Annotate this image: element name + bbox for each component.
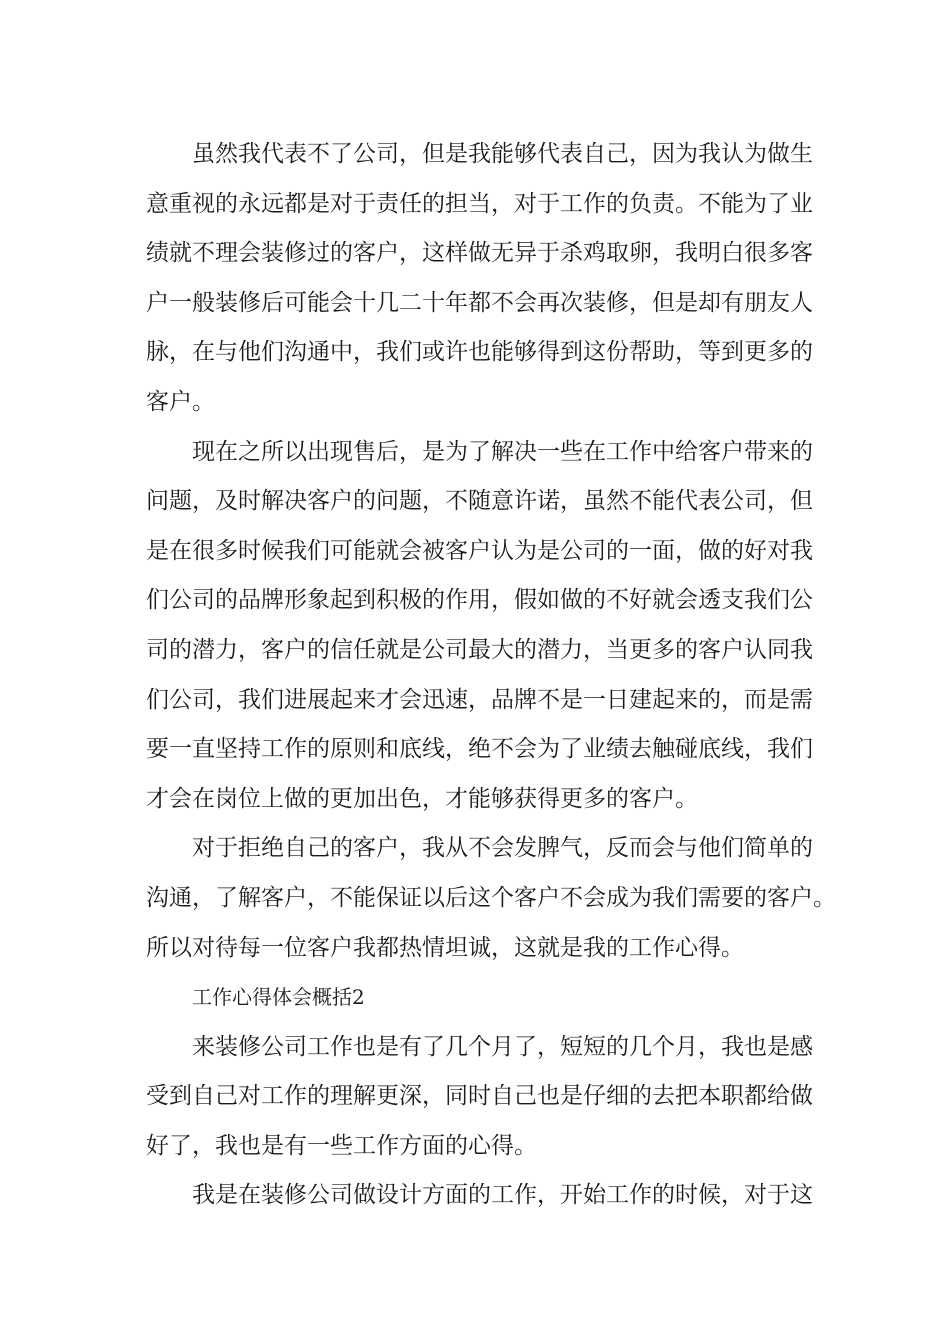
- paragraph-line: 要一直坚持工作的原则和底线，绝不会为了业绩去触碰底线，我们: [146, 736, 813, 763]
- paragraph-line: 绩就不理会装修过的客户，这样做无异于杀鸡取卵，我明白很多客: [146, 240, 813, 267]
- paragraph-line: 才会在岗位上做的更加出色，才能够获得更多的客户。: [146, 785, 698, 812]
- paragraph-line: 现在之所以出现售后，是为了解决一些在工作中给客户带来的: [192, 438, 813, 465]
- paragraph-line: 户一般装修后可能会十几二十年都不会再次装修，但是却有朋友人: [146, 289, 813, 316]
- paragraph-line: 好了，我也是有一些工作方面的心得。: [146, 1132, 537, 1159]
- document-body: [146, 130, 836, 1221]
- paragraph-line: 意重视的永远都是对于责任的担当，对于工作的负责。不能为了业: [146, 190, 813, 217]
- section-heading: 工作心得体会概括2: [192, 985, 365, 1010]
- paragraph-line: 司的潜力，客户的信任就是公司最大的潜力，当更多的客户认同我: [146, 636, 813, 663]
- paragraph-line: 受到自己对工作的理解更深，同时自己也是仔细的去把本职都给做: [146, 1083, 813, 1110]
- paragraph-line: 脉，在与他们沟通中，我们或许也能够得到这份帮助，等到更多的: [146, 339, 813, 366]
- paragraph-line: 们公司的品牌形象起到积极的作用，假如做的不好就会透支我们公: [146, 587, 813, 614]
- paragraph-line: 来装修公司工作也是有了几个月了，短短的几个月，我也是感: [192, 1033, 813, 1060]
- paragraph-line: 客户。: [146, 388, 215, 415]
- paragraph-line: 是在很多时候我们可能就会被客户认为是公司的一面，做的好对我: [146, 537, 813, 564]
- paragraph-line: 所以对待每一位客户我都热情坦诚，这就是我的工作心得。: [146, 934, 744, 961]
- paragraph-line: 问题，及时解决客户的问题，不随意许诺，虽然不能代表公司，但: [146, 488, 813, 515]
- paragraph-line: 们公司，我们进展起来才会迅速，品牌不是一日建起来的，而是需: [146, 686, 813, 713]
- paragraph-line: 对于拒绝自己的客户，我从不会发脾气，反而会与他们简单的: [192, 835, 813, 862]
- paragraph-line: 沟通，了解客户，不能保证以后这个客户不会成为我们需要的客户。: [146, 884, 836, 911]
- paragraph-line: 虽然我代表不了公司，但是我能够代表自己，因为我认为做生: [192, 141, 813, 167]
- paragraph-line: 我是在装修公司做设计方面的工作，开始工作的时候，对于这: [192, 1182, 813, 1209]
